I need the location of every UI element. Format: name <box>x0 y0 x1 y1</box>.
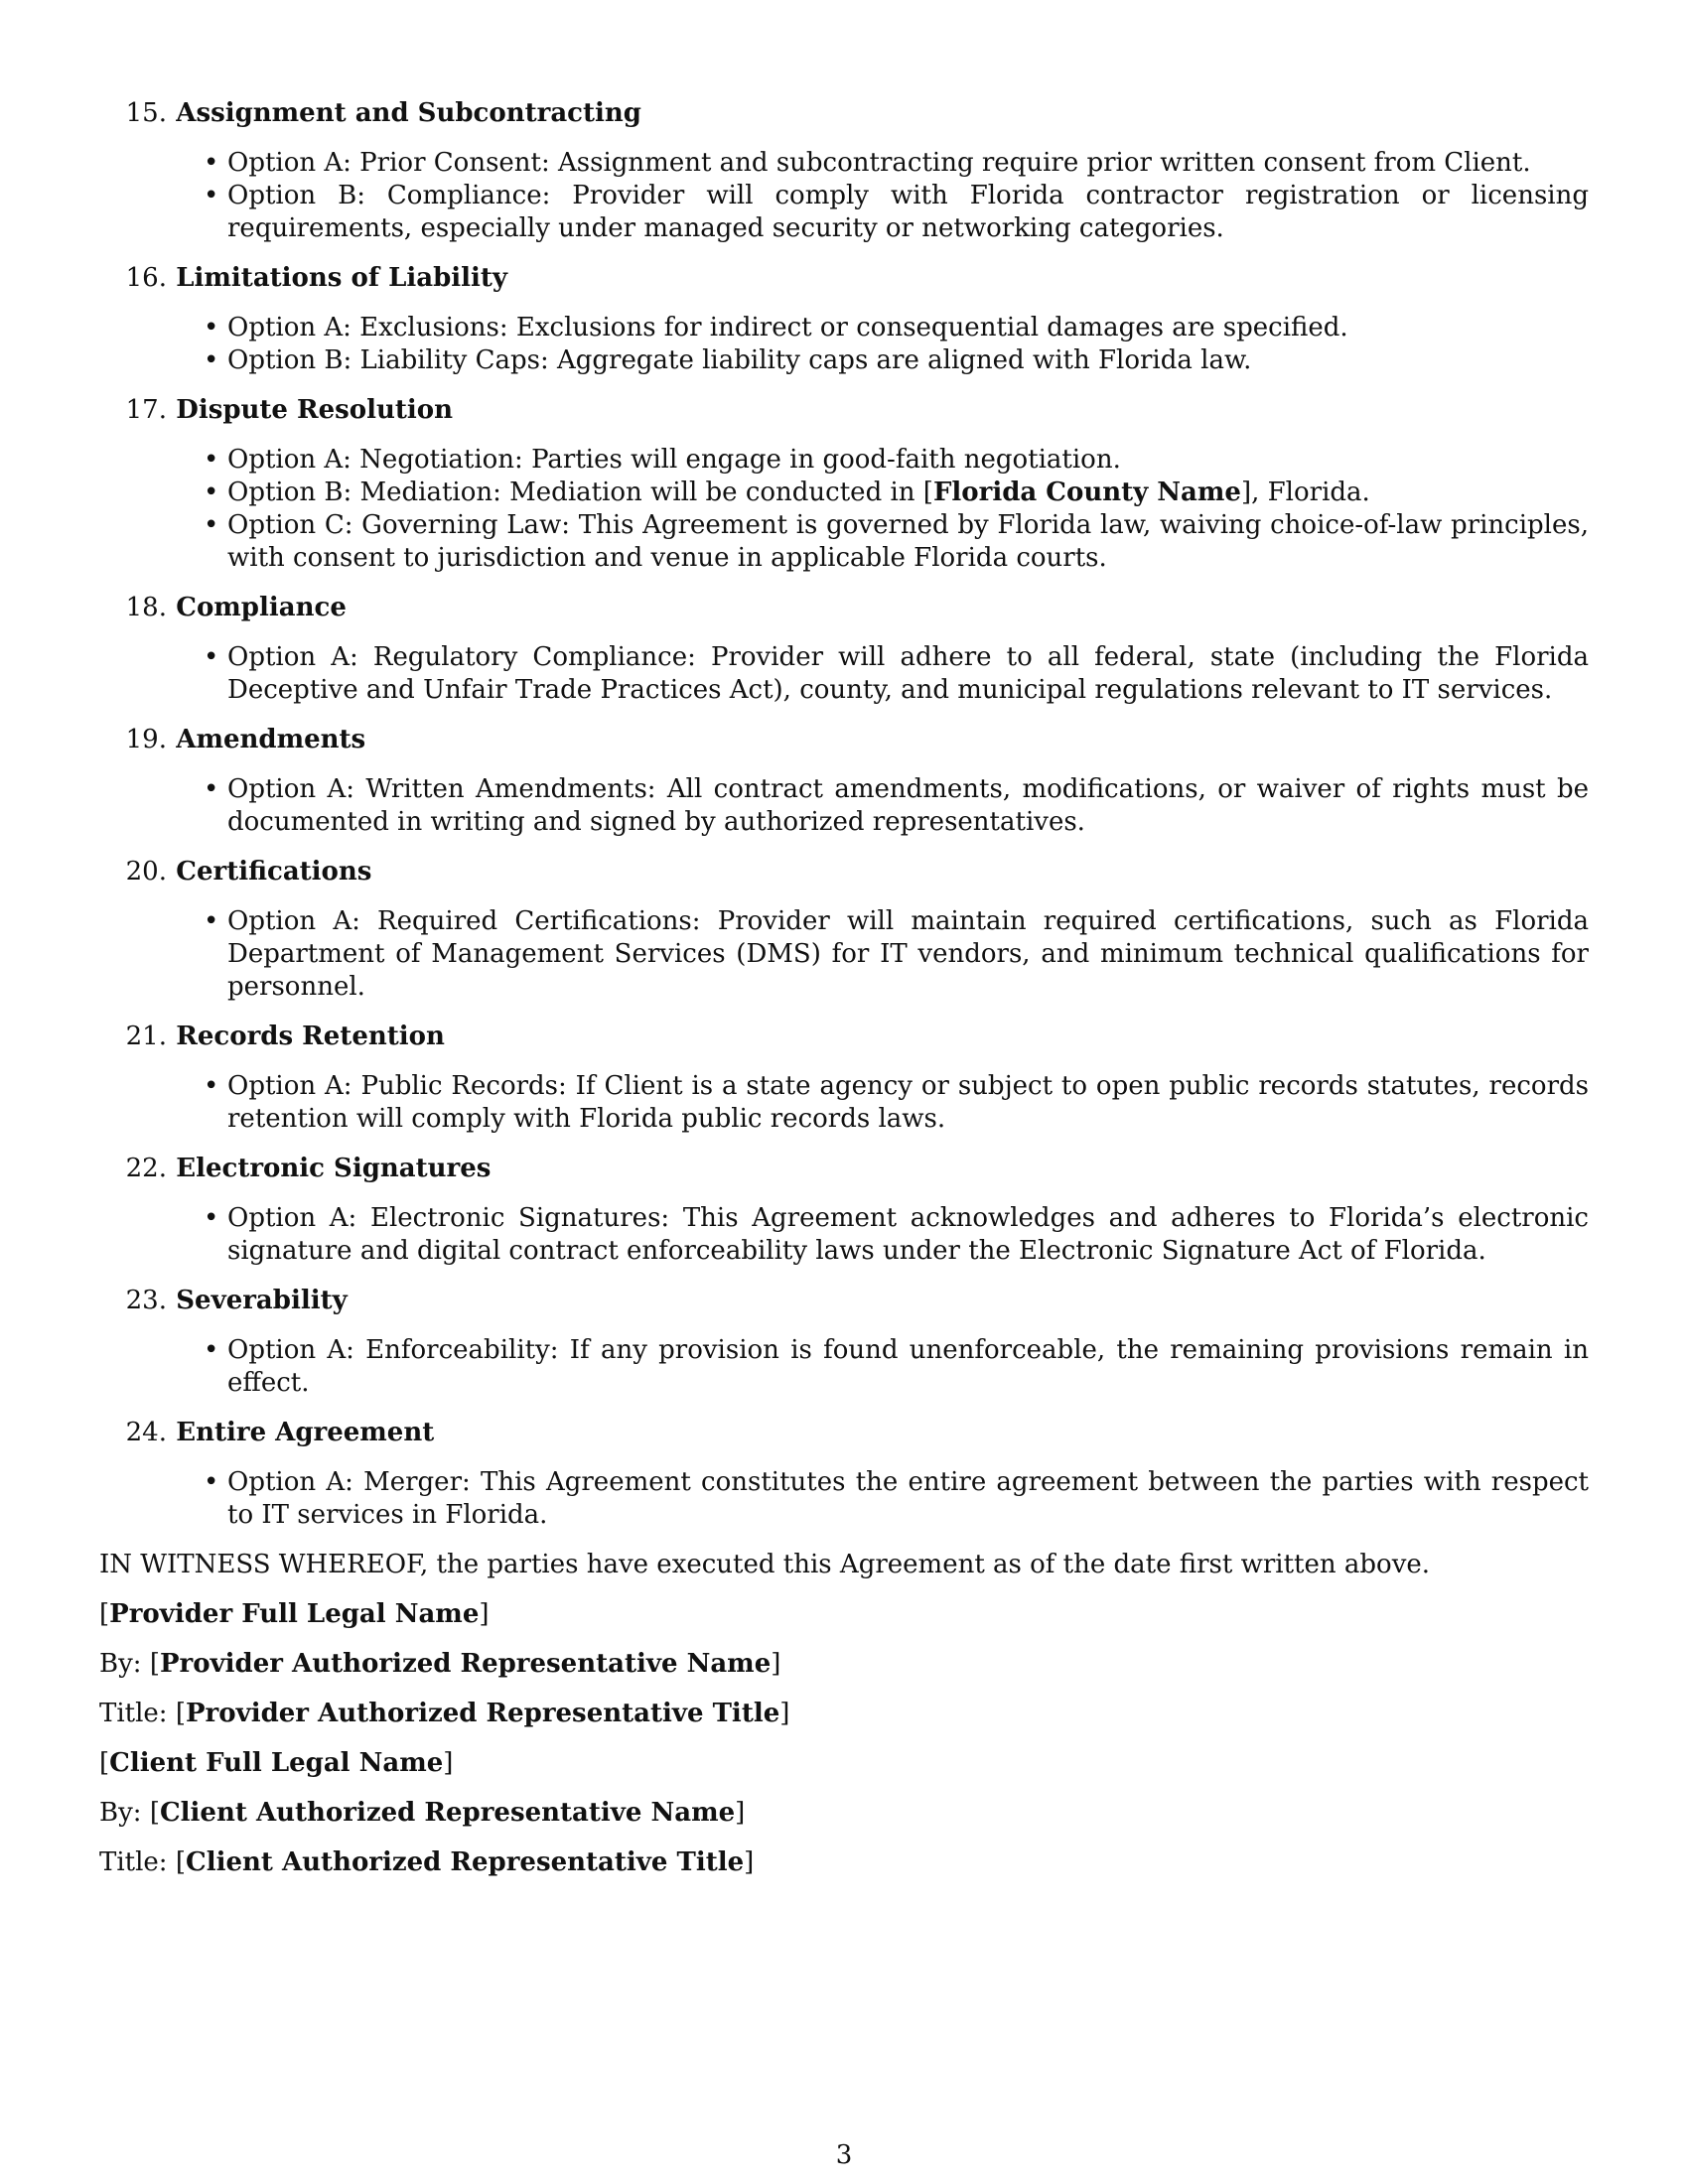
section-heading <box>99 856 1589 888</box>
signature-label: Title: <box>99 1847 176 1877</box>
option-item: • Option A: Public Records: If Client is a state agency or subject to open public records statutes, records retention will comply with Florida public records laws. <box>227 1070 1589 1136</box>
bracket: ] <box>744 1847 755 1877</box>
option-item <box>227 477 1589 509</box>
signature-line <box>99 1598 1589 1631</box>
section <box>99 856 1589 1004</box>
section-number: 19. <box>125 725 167 754</box>
option-text: Option B: Mediation: Mediation will be conducted in [ <box>227 478 933 507</box>
section-title: Certifications <box>176 857 372 887</box>
section-heading <box>99 394 1589 427</box>
option-list <box>99 1202 1589 1268</box>
bracket: [ <box>149 1649 160 1679</box>
section <box>99 1417 1589 1532</box>
section-title: Electronic Signatures <box>176 1154 492 1183</box>
option-list <box>99 1334 1589 1400</box>
section-number: 20. <box>125 857 167 887</box>
section-number: 22. <box>125 1154 167 1183</box>
section-number: 16. <box>125 263 167 293</box>
bracket: [ <box>99 1599 110 1629</box>
section-number: 21. <box>125 1022 167 1051</box>
bracket: ] <box>479 1599 490 1629</box>
signature-placeholder: Client Full Legal Name <box>109 1748 444 1778</box>
signature-placeholder: Client Authorized Representative Title <box>186 1847 745 1877</box>
section-number: 18. <box>125 593 167 622</box>
option-list <box>99 1070 1589 1136</box>
bracket: ] <box>779 1699 790 1728</box>
section-heading <box>99 1153 1589 1185</box>
option-list <box>99 312 1589 377</box>
section-title: Compliance <box>176 593 347 622</box>
page-number: 3 <box>835 2140 853 2170</box>
section <box>99 724 1589 839</box>
section <box>99 1021 1589 1136</box>
signature-label: Title: <box>99 1699 176 1728</box>
section <box>99 394 1589 575</box>
signature-placeholder: Client Authorized Representative Name <box>159 1798 736 1828</box>
option-item: • Option A: Required Certifications: Provider will maintain required certifications, such as Florida Department of Management Services (DMS) for IT vendors, and minimum technical qualifications for personnel. <box>227 905 1589 1004</box>
document-page <box>99 97 1589 1896</box>
signature-placeholder: Provider Authorized Representative Name <box>159 1649 772 1679</box>
signature-line <box>99 1747 1589 1780</box>
bracket: ] <box>735 1798 746 1828</box>
option-list <box>99 1466 1589 1532</box>
option-item: • Option A: Exclusions: Exclusions for indirect or consequential damages are specified. <box>227 312 1589 344</box>
option-list <box>99 773 1589 839</box>
option-item: • Option A: Enforceability: If any provision is found unenforceable, the remaining provisions remain in effect. <box>227 1334 1589 1400</box>
bracket: [ <box>175 1847 186 1877</box>
option-text: ], Florida. <box>1240 478 1370 507</box>
section-heading <box>99 97 1589 130</box>
section <box>99 262 1589 377</box>
section-number: 23. <box>125 1286 167 1315</box>
section-title: Entire Agreement <box>176 1418 435 1447</box>
section <box>99 1153 1589 1268</box>
section-title: Amendments <box>176 725 366 754</box>
section-heading <box>99 592 1589 624</box>
option-item: • Option B: Compliance: Provider will comply with Florida contractor registration or licensing requirements, especially under managed security or networking categories. <box>227 180 1589 245</box>
section-number: 24. <box>125 1418 167 1447</box>
bracket: [ <box>99 1748 110 1778</box>
option-item: • Option A: Regulatory Compliance: Provider will adhere to all federal, state (including the Florida Deceptive and Unfair Trade Practices Act), county, and municipal regulations relevant to IT services. <box>227 641 1589 707</box>
signature-label: By: <box>99 1649 150 1679</box>
option-list <box>99 641 1589 707</box>
placeholder-field: Florida County Name <box>932 478 1241 507</box>
section-title: Dispute Resolution <box>176 395 454 425</box>
section-heading <box>99 1417 1589 1449</box>
signature-placeholder: Provider Full Legal Name <box>109 1599 480 1629</box>
sections-list <box>99 97 1589 1532</box>
option-item: • Option A: Negotiation: Parties will engage in good-faith negotiation. <box>227 444 1589 477</box>
signature-line <box>99 1797 1589 1830</box>
signature-label: By: <box>99 1798 150 1828</box>
section <box>99 592 1589 707</box>
section-heading <box>99 262 1589 295</box>
signature-placeholder: Provider Authorized Representative Title <box>186 1699 780 1728</box>
signature-block <box>99 1598 1589 1879</box>
bracket: [ <box>149 1798 160 1828</box>
section-number: 17. <box>125 395 167 425</box>
option-list <box>99 444 1589 575</box>
section-title: Assignment and Subcontracting <box>176 98 641 128</box>
option-item: • Option B: Liability Caps: Aggregate liability caps are aligned with Florida law. <box>227 344 1589 377</box>
section-heading <box>99 1021 1589 1053</box>
signature-line <box>99 1846 1589 1879</box>
option-item: • Option A: Merger: This Agreement constitutes the entire agreement between the parties with respect to IT services in Florida. <box>227 1466 1589 1532</box>
section <box>99 1285 1589 1400</box>
section-title: Limitations of Liability <box>176 263 507 293</box>
bracket: ] <box>443 1748 454 1778</box>
witness-statement: IN WITNESS WHEREOF, the parties have executed this Agreement as of the date first written above. <box>99 1550 1431 1579</box>
section-heading <box>99 1285 1589 1317</box>
option-list <box>99 905 1589 1004</box>
signature-line <box>99 1698 1589 1730</box>
option-item: • Option A: Prior Consent: Assignment and subcontracting require prior written consent from Client. <box>227 147 1589 180</box>
section-title: Severability <box>176 1286 348 1315</box>
option-item: • Option C: Governing Law: This Agreement is governed by Florida law, waiving choice-of-law principles, with consent to jurisdiction and venue in applicable Florida courts. <box>227 509 1589 575</box>
section <box>99 97 1589 245</box>
signature-line <box>99 1648 1589 1681</box>
bracket: [ <box>175 1699 186 1728</box>
option-list <box>99 147 1589 245</box>
option-item: • Option A: Written Amendments: All contract amendments, modifications, or waiver of rights must be documented in writing and signed by authorized representatives. <box>227 773 1589 839</box>
section-heading <box>99 724 1589 756</box>
section-title: Records Retention <box>176 1022 445 1051</box>
option-item: • Option A: Electronic Signatures: This Agreement acknowledges and adheres to Florida’s electronic signature and digital contract enforceability laws under the Electronic Signature Act of Florida. <box>227 1202 1589 1268</box>
section-number: 15. <box>125 98 167 128</box>
bracket: ] <box>771 1649 781 1679</box>
